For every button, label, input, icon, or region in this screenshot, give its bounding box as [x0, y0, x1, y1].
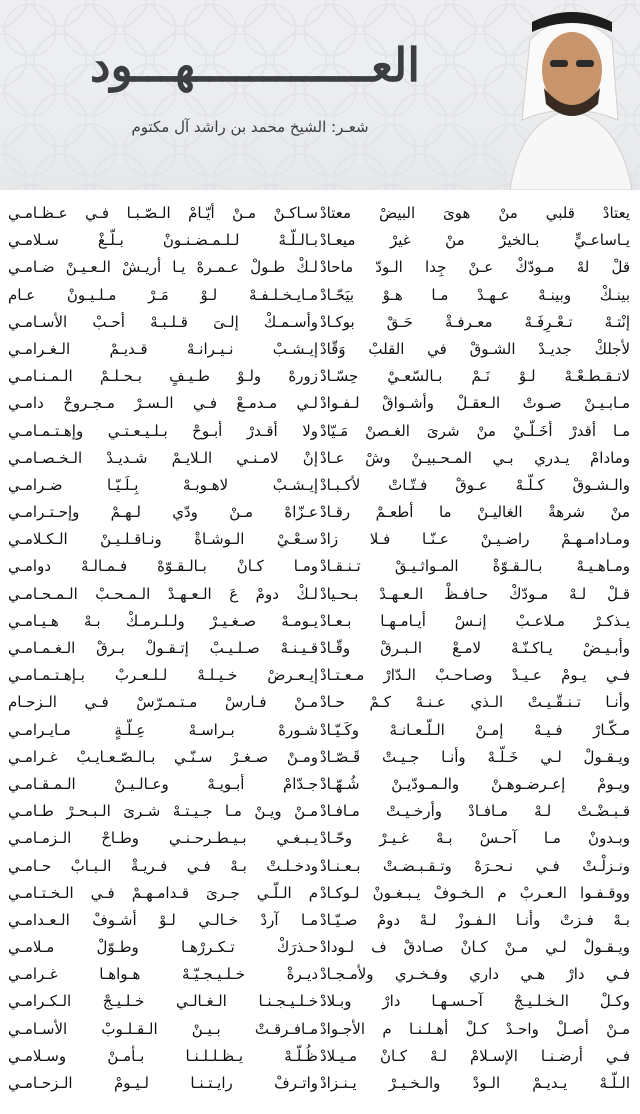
verse-line: بـهْ فـزتْ وأنـا الـفـوزْ لـهْ دومْ صـيّـادْ: [320, 910, 630, 929]
verse-line: جـدّامْ أبـويـهْ وعـالـيـنْ الـمـقـامـي: [8, 774, 318, 793]
verse-line: فـي يـومْ عـيـدْ وصـاحـبْ الـدّارْ مـعـتـادْ: [320, 666, 630, 685]
verse-line: ونـزلْـتْ فـي نـحـرَهْ وتـقـبـضـتْ بـعـنـادْ: [320, 856, 630, 875]
verse-line: ومـادامـهـمْ راضـيـنْ عـنّـا فـلا زادْ: [320, 530, 630, 549]
verse-line: واتـرفْ رايـتـنـا لـيـومْ الـزحـامـي: [8, 1074, 318, 1092]
verse-line: وأنـا تـنـقّـيـتْ الـذي عـنـهْ كـمْ حـادْ: [320, 693, 630, 712]
verse-line: وبـدونْ مـا آحـسْ بـهْ غـيـرْ وحّـادْ: [320, 829, 630, 848]
verse-line: والـشـوقْ كـلّـهْ عـوقْ فـتّـاتْ لأكـبـادْ: [320, 475, 630, 494]
verse-line: منْ شرهةْ الغاليـنْ ما أطعـمْ رقـادْ: [320, 503, 630, 522]
verse-line: ويـقـولْ لـي مـنْ كـانْ صـادقْ ف لـودادْ: [320, 938, 630, 957]
verse-line: قـلْ لـهْ مـودّكْ حـافـظْ الـعـهـدْ بـحـيادْ: [320, 584, 630, 603]
verse-line: فـي أرضـنـا الإسـلامْ لـهْ كـانْ مـيـلادْ: [320, 1046, 630, 1065]
verse-line: وأبـيـضْ يـاكـنّـهْ لامـعْ الـبـرقْ وقّـادْ: [320, 639, 630, 657]
verse-line: ظُـلّـهْ يـظـلـلـنـا بـأمـنْ وسـلامـي: [8, 1046, 318, 1065]
verse-line: وكـلْ الـخـلـيـجْ آحـسـهـا دارْ وبـلادْ: [320, 992, 630, 1011]
verse-line: قـبـضْـتْ لـهْ مـافـادْ وأرخـيـتْ مـافـادْ: [320, 802, 630, 821]
verse-line: مـكّـارْ فـيـهْ إمـنْ الـلّـعـانـهْ وكَـيّـادْ: [320, 720, 630, 739]
poem-column-left: [8, 200, 318, 1097]
verse-line: مـا أقدرْ أخَـلّـيْ منْ شرىَ الغـصنْ مَـيّادْ: [320, 421, 630, 440]
header-banner: [0, 0, 640, 190]
verse-line: ووقـفـوا الـعـربْ م الـخـوفْ يـبـغـونْ لـوكـادْ: [320, 883, 630, 902]
verse-line: عـزّاهْ مـنْ ودّي لـهـمْ وإحـتـرامـي: [8, 503, 318, 522]
verse-line: مـابـيـنْ صـوتْ الـعقـلْ وأشـواقْ لـفـوادْ: [320, 394, 630, 413]
verse-line: إنْتـهْ تـعْـرِفَـهْ معـرفـةْ حَـقْ بوكـادْ: [320, 312, 630, 331]
verse-line: شـورهْ بـراسـهْ عِـلّـةٍ مـايـرامـي: [8, 720, 318, 739]
verse-line: بينـكْ وبينـهْ عـهـدْ مـا هـوْ بيَحّـادْ: [320, 285, 630, 304]
verse-line: بـالـلّـهْ لـلـمـضـنـونْ بـلّـغْ سـلامـي: [8, 231, 318, 250]
verse-line: لأجلكْ جديـدْ الشـوقْ في القلبْ وَقّادْ: [320, 339, 630, 358]
verse-line: إنْ لامـنـي الـلايـمْ شـديـدْ الـخـصـامـي: [8, 448, 318, 467]
verse-line: زورهْ ولـوْ طـيـفٍ بـحـلـمْ الـمـنـامـي: [8, 367, 318, 386]
verse-line: لـكْ طـولْ عـمـرهْ يـا أريـشْ الـعـيـنْ ضـامـي: [8, 258, 318, 277]
verse-line: الـلّـهْ يـديـمْ الـودْ والـخـيـرْ يـنـزادْ: [320, 1074, 630, 1092]
poet-portrait: [500, 0, 640, 190]
verse-line: إيـشـبْ لاهـوبـهْ بِـلَـيّـا ضـرامـي: [8, 475, 318, 494]
verse-line: مـنْ ويـنْ مـا جـيـتـهْ شـرىَ الـبـحـرْ طـامـي: [8, 802, 318, 821]
verse-line: حـذرَكْ تـكـررْهـا وطـوّلْ مـلامـي: [8, 938, 318, 957]
verse-line: ودخـلـتْ بـهْ فـي فـريـةْ الـبـابْ حـامـي: [8, 856, 318, 875]
verse-line: إيـعـرضْ خـيـلـهْ لـلـعـربْ بـإهـتـمـامـي: [8, 666, 318, 685]
verse-line: م الـلّـي جـرىَ قـدامـهـمْ فـي الـخـتـامـي: [8, 883, 318, 902]
verse-line: فـي دارْ هـي داري وفـخـري ولأمـجـادْ: [320, 965, 630, 984]
verse-line: ومـنْ صـغـرْ سـنّـي بـالـصّـعـايـبْ غـرامـي: [8, 747, 318, 766]
verse-line: لاتـقـطـعْـهْ لـوْ نَـمْ بـالسّعـيْ حِسّـادْ: [320, 367, 630, 386]
verse-line: وأسـمـكْ إلـىَ قـلـبـهْ أحـبْ الأسـامـي: [8, 312, 318, 331]
verse-line: ومـاهـيـهْ بـالـقـوّةْ المـواثـيـقْ تـنـقـادْ: [320, 557, 630, 576]
verse-line: لـكْ دومْ عَ الـعـهـدْ الـمـحـبْ الـمـحـامـي: [8, 584, 318, 603]
verse-line: ويـومْ إعـرضـوهـنْ والـمـودّيـنْ شُـهّـادْ: [320, 774, 630, 793]
verse-line: مـايـخـلـفـهْ لـوْ مَـرْ مـلـيـونْ عـام: [8, 285, 318, 304]
verse-line: مـافـرقـتْ بـيـنْ الـقـلـوبْ الأسـامـي: [8, 1019, 318, 1038]
poem-column-right: [320, 200, 630, 1097]
verse-line: لـي مـدمـعْ فـي الـسـرْ مـجـروحْ دامـي: [8, 394, 318, 413]
verse-line: يـذكـرْ مـلاعـبْ إنـسْ أيـامـهـا بـعـادْ: [320, 611, 630, 630]
verse-line: ومادامْ يـدري بـي المـحـبيـنْ وشْ عـادْ: [320, 448, 630, 467]
verse-line: ولا أقـدرْ أبـوحْ بـلـيـعـتـي وإهـتـمـامـي: [8, 421, 318, 440]
verse-line: يعتادْ قلبي منْ هوىَ البيضْ معتادْ: [320, 204, 630, 222]
poem-title: العـــــــــــــهـــود: [89, 38, 421, 92]
verse-line: مـنْ أصـلْ واحـدْ كـلْ أهـلـنـا م الأجـوادْ: [320, 1019, 630, 1038]
verse-line: مـا آردْ خـالـي لـوْ أشـوفْ الـعـدامـي: [8, 910, 318, 929]
verse-line: ويـقـولْ لـي خَـلّـهْ وأنـا جـيـتْ قَـصّـادْ: [320, 747, 630, 766]
verse-line: قلْ لهْ مـودّكْ عـنْ جِدا الـودّ ماحادْ: [320, 258, 630, 277]
verse-line: ومـا كـانْ بـالـقـوّهْ فـمـالـهْ دوامـي: [8, 557, 318, 576]
verse-line: يـاساعـيٍّ بـالخيرْ منْ غيرْ ميعـادْ: [320, 231, 630, 250]
verse-line: سـعْـيْ الـوشـاةْ ونـاقـلـيـنْ الـكـلامـي: [8, 530, 318, 549]
verse-line: خـلـيـجـنـا الـغـالـي خـلـيـجْ الـكـرامـي: [8, 992, 318, 1011]
verse-line: سـاكـنْ مـنْ أيّـامْ الـصّـبـا فـي عـظـامـي: [8, 204, 318, 222]
verse-line: قـيـنـهْ صـلـيـبْ إتـقـولْ بـرقْ الـغـمـامـي: [8, 639, 318, 657]
verse-line: مـنْ فـارسْ مـتـمـرّسْ فـي الـزحـام: [8, 693, 318, 712]
poet-credit: شعـر: الشيخ محمد بن راشد آل مكتوم: [131, 118, 369, 136]
verse-line: يـومـهْ صـغـيـرْ ولـلـرمـكْ بـهْ هـيـامـي: [8, 611, 318, 630]
verse-line: إيـشـبْ نـيـرانـهْ قـديـمْ الـغـرامـي: [8, 339, 318, 358]
poem-body: [0, 200, 640, 1110]
verse-line: يـبـغـي بـيـطـرحـنـي وطـاحْ الـزمـامـي: [8, 829, 318, 848]
verse-line: ديـرةْ خـلـيـجـيّـهْ هـواهـا غـرامـي: [8, 965, 318, 984]
